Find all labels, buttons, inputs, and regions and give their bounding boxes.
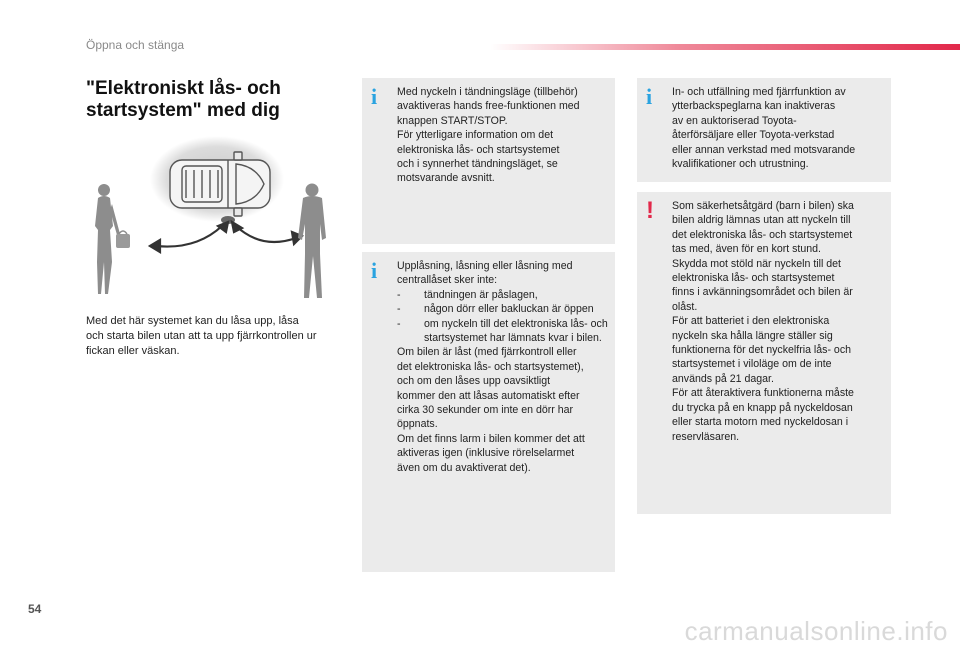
text-line: du trycka på en knapp på nyckeldosan xyxy=(672,401,853,414)
text-line: Om det finns larm i bilen kommer det att xyxy=(397,432,585,445)
text-line: Upplåsning, låsning eller låsning med xyxy=(397,260,573,272)
page-title-line-1: "Elektroniskt lås- och xyxy=(86,78,281,99)
header-accent-line xyxy=(490,44,960,50)
text-line: eller annan verkstad med motsvarande xyxy=(672,143,856,156)
text-line: Med nyckeln i tändningsläge (tillbehör) xyxy=(397,86,578,98)
text-line: avaktiveras hands free-funktionen med xyxy=(397,100,580,113)
info-icon: i xyxy=(646,84,653,109)
text-line: elektroniska lås- och startsystemet xyxy=(397,143,560,156)
list-item: - tändningen är påslagen, xyxy=(397,288,609,302)
watermark: carmanualsonline.info xyxy=(684,616,948,646)
text-line: tas med, även för en kort stund. xyxy=(672,243,821,256)
text-line: olåst. xyxy=(672,300,698,313)
text-line: Som säkerhetsåtgärd (barn i bilen) ska xyxy=(672,200,854,212)
text-line: elektroniska lås- och startsystemet xyxy=(672,272,835,285)
warning-box-safety-text xyxy=(672,199,885,444)
text-line: För att batteriet i den elektroniska xyxy=(672,315,830,328)
info-box-locking-text xyxy=(397,259,609,475)
text-line: nyckeln ska hålla längre ställer sig xyxy=(672,329,833,342)
car-top-view xyxy=(170,152,270,216)
text-line: kommer den att låsas automatiskt efter xyxy=(397,389,580,402)
text-line: centrallåset sker inte: xyxy=(397,274,498,287)
text-line: För att återaktivera funktionerna måste xyxy=(672,387,854,400)
text-line: ytterbackspeglarna kan inaktiveras xyxy=(672,100,836,113)
header-section-title: Öppna och stänga xyxy=(86,38,185,52)
text-line: återförsäljare eller Toyota-verkstad xyxy=(672,129,835,142)
text-line: Skydda mot stöld när nyckeln till det xyxy=(672,257,841,270)
page-number: 54 xyxy=(28,602,42,616)
list-item: - om nyckeln till det elektroniska lås- och startsystemet har lämnats kvar i bilen. xyxy=(397,317,609,346)
text-line: det elektroniska lås- och startsystemet xyxy=(672,228,853,241)
text-line: bilen aldrig lämnas utan att nyckeln till xyxy=(672,214,851,227)
info-icon: i xyxy=(371,258,378,283)
info-box-ignition xyxy=(362,78,615,244)
text-line: även om du avaktiverat det). xyxy=(397,461,531,474)
text-line: In- och utfällning med fjärrfunktion av xyxy=(672,86,846,98)
intro-text xyxy=(86,314,356,359)
text-line: används på 21 dagar. xyxy=(672,372,774,385)
text-line: funktionerna för det nyckelfria lås- och xyxy=(672,344,852,357)
text-line: eller starta motorn med nyckeldosan i xyxy=(672,416,849,429)
text-line: av en auktoriserad Toyota- xyxy=(672,114,797,127)
man-figure xyxy=(298,184,326,299)
text-line: aktiveras igen (inklusive rörelselarmet xyxy=(397,447,575,460)
info-icon: i xyxy=(371,84,378,109)
page-title xyxy=(86,78,346,122)
warning-icon: ! xyxy=(646,197,654,224)
text-line: kvalifikationer och utrustning. xyxy=(672,158,809,171)
info-box-mirrors-text xyxy=(672,85,885,171)
page-title-line-2: startsystem" med dig xyxy=(86,100,280,121)
text-line: öppnats. xyxy=(397,418,438,431)
intro-line: Med det här systemet kan du låsa upp, låsa xyxy=(86,315,299,327)
text-line: finns i avkänningsområdet och bilen är xyxy=(672,286,853,299)
unlock-arc-right xyxy=(232,222,302,244)
warning-box-safety xyxy=(637,192,891,514)
text-line: startsystemet i viloläge om de inte xyxy=(672,358,832,371)
info-box-locking xyxy=(362,252,615,572)
text-line: cirka 30 sekunder om inte en dörr har xyxy=(397,404,574,417)
condition-list xyxy=(397,288,609,346)
list-item: - någon dörr eller bakluckan är öppen xyxy=(397,302,609,316)
text-line: och i synnerhet tändningsläget, se xyxy=(397,158,558,171)
info-box-ignition-text xyxy=(397,85,609,186)
text-line: Om bilen är låst (med fjärrkontroll eller xyxy=(397,346,577,359)
info-box-mirrors xyxy=(637,78,891,182)
intro-line: fickan eller väskan. xyxy=(86,345,180,357)
keyless-system-illustration xyxy=(86,134,348,302)
text-line: reservläsaren. xyxy=(672,430,740,443)
intro-line: och starta bilen utan att ta upp fjärrkontrollen ur xyxy=(86,330,317,342)
text-line: motsvarande avsnitt. xyxy=(397,172,495,185)
text-line: För ytterligare information om det xyxy=(397,129,554,142)
text-line: knappen START/STOP. xyxy=(397,114,508,127)
text-line: och om den låses upp oavsiktligt xyxy=(397,375,551,388)
text-line: det elektroniska lås- och startsystemet), xyxy=(397,360,584,373)
woman-with-bag-figure xyxy=(95,184,130,294)
unlock-arc-left xyxy=(150,222,228,252)
